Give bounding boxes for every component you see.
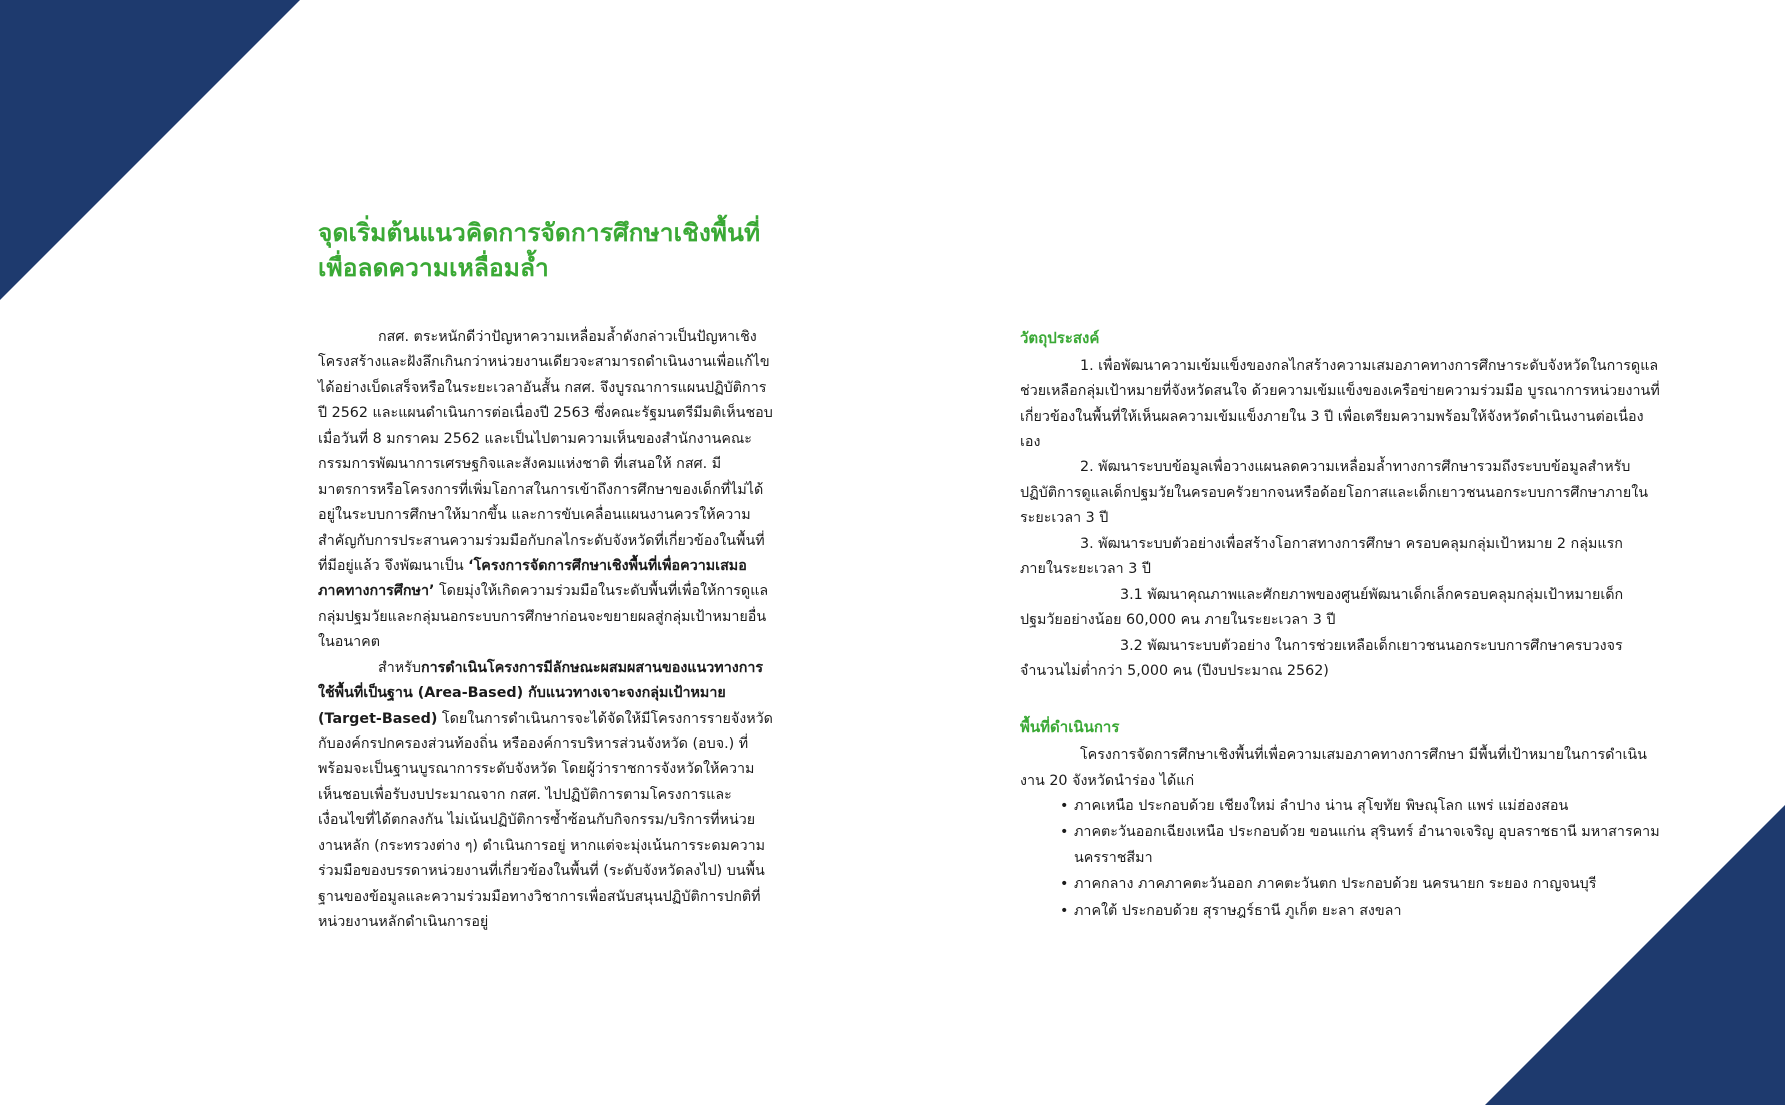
paragraph-1-text-b: โดยมุ่งให้เกิดความร่วมมือในระดับพื้นที่เพื่อให้การดูแลกลุ่มปฐมวัยและกลุ่มนอกระบบการศึกษาก่อนจะขยายผลสู่กลุ่มเป้าหมายอื่นในอนาคต (318, 583, 769, 651)
right-text-column (1020, 325, 1660, 925)
sub-objective-item: 3.1 พัฒนาคุณภาพและศักยภาพของศูนย์พัฒนาเด็กเล็กครอบคลุมกลุ่มเป้าหมายเด็กปฐมวัยอย่างน้อย 60,000 คน ภายในระยะเวลา 3 ปี (1020, 586, 1624, 629)
sub-objective-item: 3.2 พัฒนาระบบตัวอย่าง ในการช่วยเหลือเด็กเยาวชนนอกระบบการศึกษาครบวงจรจำนวนไม่ต่ำกว่า 5,000 คน (ปีงบประมาณ 2562) (1020, 637, 1623, 679)
list-item: • ภาคเหนือ ประกอบด้วย เชียงใหม่ ลำปาง น่าน สุโขทัย พิษณุโลก แพร่ แม่ฮ่องสอน (1060, 794, 1660, 819)
list-item: • ภาคใต้ ประกอบด้วย สุราษฎร์ธานี ภูเก็ต ยะลา สงขลา (1060, 899, 1660, 924)
paragraph-origin-concept (318, 325, 773, 656)
areas-intro-text: โครงการจัดการศึกษาเชิงพื้นที่เพื่อความเสมอภาคทางการศึกษา มีพื้นที่เป้าหมายในการดำเนินงาน 20 จังหวัดนำร่อง ได้แก่ (1020, 747, 1647, 789)
paragraph-implementation-approach (318, 656, 773, 936)
objective-item: 2. พัฒนาระบบข้อมูลเพื่อวางแผนลดความเหลื่อมล้ำทางการศึกษารวมถึงระบบข้อมูลสำหรับปฏิบัติการดูแลเด็กปฐมวัยในครอบครัวยากจนหรือด้อยโอกาสและเด็กเยาวชนนอกระบบการศึกษาภายในระยะเวลา 3 ปี (1020, 459, 1648, 527)
areas-list (1020, 794, 1660, 924)
project-name-emphasis: ‘โครงการจัดการศึกษาเชิงพื้นที่เพื่อความเสมอภาคทางการศึกษา’ (318, 557, 747, 600)
objective-item: 1. เพื่อพัฒนาความเข้มแข็งของกลไกสร้างความเสมอภาคทางการศึกษาระดับจังหวัดในการดูแลช่วยเหลือกลุ่มเป้าหมายที่จังหวัดสนใจ ด้วยความเข้มแข็งของเครือข่ายความร่วมมือ บูรณาการหน่วยงานที่เกี่ยวข้องในพื้นที่ให้เห็นผลความเข้มแข็งภายใน 3 ปี เพื่อเตรียมความพร้อมให้จังหวัดดำเนินงานต่อเนื่องเอง (1020, 357, 1660, 450)
objective-item: 3. พัฒนาระบบตัวอย่างเพื่อสร้างโอกาสทางการศึกษา ครอบคลุมกลุ่มเป้าหมาย 2 กลุ่มแรกภายในระยะเวลา 3 ปี (1020, 535, 1623, 578)
paragraph-1-text-a: กสศ. ตระหนักดีว่าปัญหาความเหลื่อมล้ำดังกล่าวเป็นปัญหาเชิงโครงสร้างและฝังลึกเกินกว่าหน่วยงานเดียวจะสามารถดำเนินงานเพื่อแก้ไขได้อย่างเบ็ดเสร็จหรือในระยะเวลาอันสั้น กสศ. จึงบูรณาการแผนปฏิบัติการปี 2562 และแผนดำเนินการต่อเนื่องปี 2563 ซึ่งคณะรัฐมนตรีมีมติเห็นชอบเมื่อวันที่ 8 มกราคม 2562 และเป็นไปตามความเห็นของสำนักงานคณะกรรมการพัฒนาการเศรษฐกิจและสังคมแห่งชาติ ที่เสนอให้ กสศ. มีมาตรการหรือโครงการที่เพิ่มโอกาสในการเข้าถึงการศึกษาของเด็กที่ไม่ได้อยู่ในระบบการศึกษาให้มากขึ้น และการขับเคลื่อนแผนงานควรให้ความสำคัญกับการประสานความร่วมมือกับกลไกระดับจังหวัดที่เกี่ยวข้องในพื้นที่ที่มีอยู่แล้ว จึงพัฒนาเป็น (318, 329, 773, 574)
page-title: จุดเริ่มต้นแนวคิดการจัดการศึกษาเชิงพื้นที่ เพื่อลดความเหลื่อมล้ำ (318, 218, 761, 283)
paragraph-2-text-b: โดยในการดำเนินการจะได้จัดให้มีโครงการรายจังหวัดกับองค์กรปกครองส่วนท้องถิ่น หรือองค์การบริหารส่วนจังหวัด (อบจ.) ที่พร้อมจะเป็นฐานบูรณาการระดับจังหวัด โดยผู้ว่าราชการจังหวัดให้ความเห็นชอบเพื่อรับงบประมาณจาก กสศ. ไปปฏิบัติการตามโครงการและเงื่อนไขที่ได้ตกลงกัน ไม่เน้นปฏิบัติการซ้ำซ้อนกับกิจกรรม/บริการที่หน่วยงานหลัก (กระทรวงต่าง ๆ) ดำเนินการอยู่ หากแต่จะมุ่งเน้นการระดมความร่วมมือของบรรดาหน่วยงานที่เกี่ยวข้องในพื้นที่ (ระดับจังหวัดลงไป) บนพื้นฐานของข้อมูลและความร่วมมือทางวิชาการเพื่อสนับสนุนปฏิบัติการปกติที่หน่วยงานหลักดำเนินการอยู่ (318, 710, 773, 931)
section-heading-objectives: วัตถุประสงค์ (1020, 329, 1100, 347)
left-text-column (318, 325, 773, 936)
approach-emphasis: การดำเนินโครงการมีลักษณะผสมผสานของแนวทางการใช้พื้นที่เป็นฐาน (Area-Based) กับแนวทางเจาะจงกลุ่มเป้าหมาย (Target-Based) (318, 659, 764, 727)
top-left-corner-decoration (0, 0, 300, 300)
paragraph-2-text-a: สำหรับ (378, 659, 421, 676)
section-heading-areas: พื้นที่ดำเนินการ (1020, 718, 1120, 737)
list-item: • ภาคตะวันออกเฉียงเหนือ ประกอบด้วย ขอนแก่น สุรินทร์ อำนาจเจริญ อุบลราชธานี มหาสารคาม นครราชสีมา (1060, 820, 1660, 871)
list-item: • ภาคกลาง ภาคภาคตะวันออก ภาคตะวันตก ประกอบด้วย นครนายก ระยอง กาญจนบุรี (1060, 872, 1660, 897)
